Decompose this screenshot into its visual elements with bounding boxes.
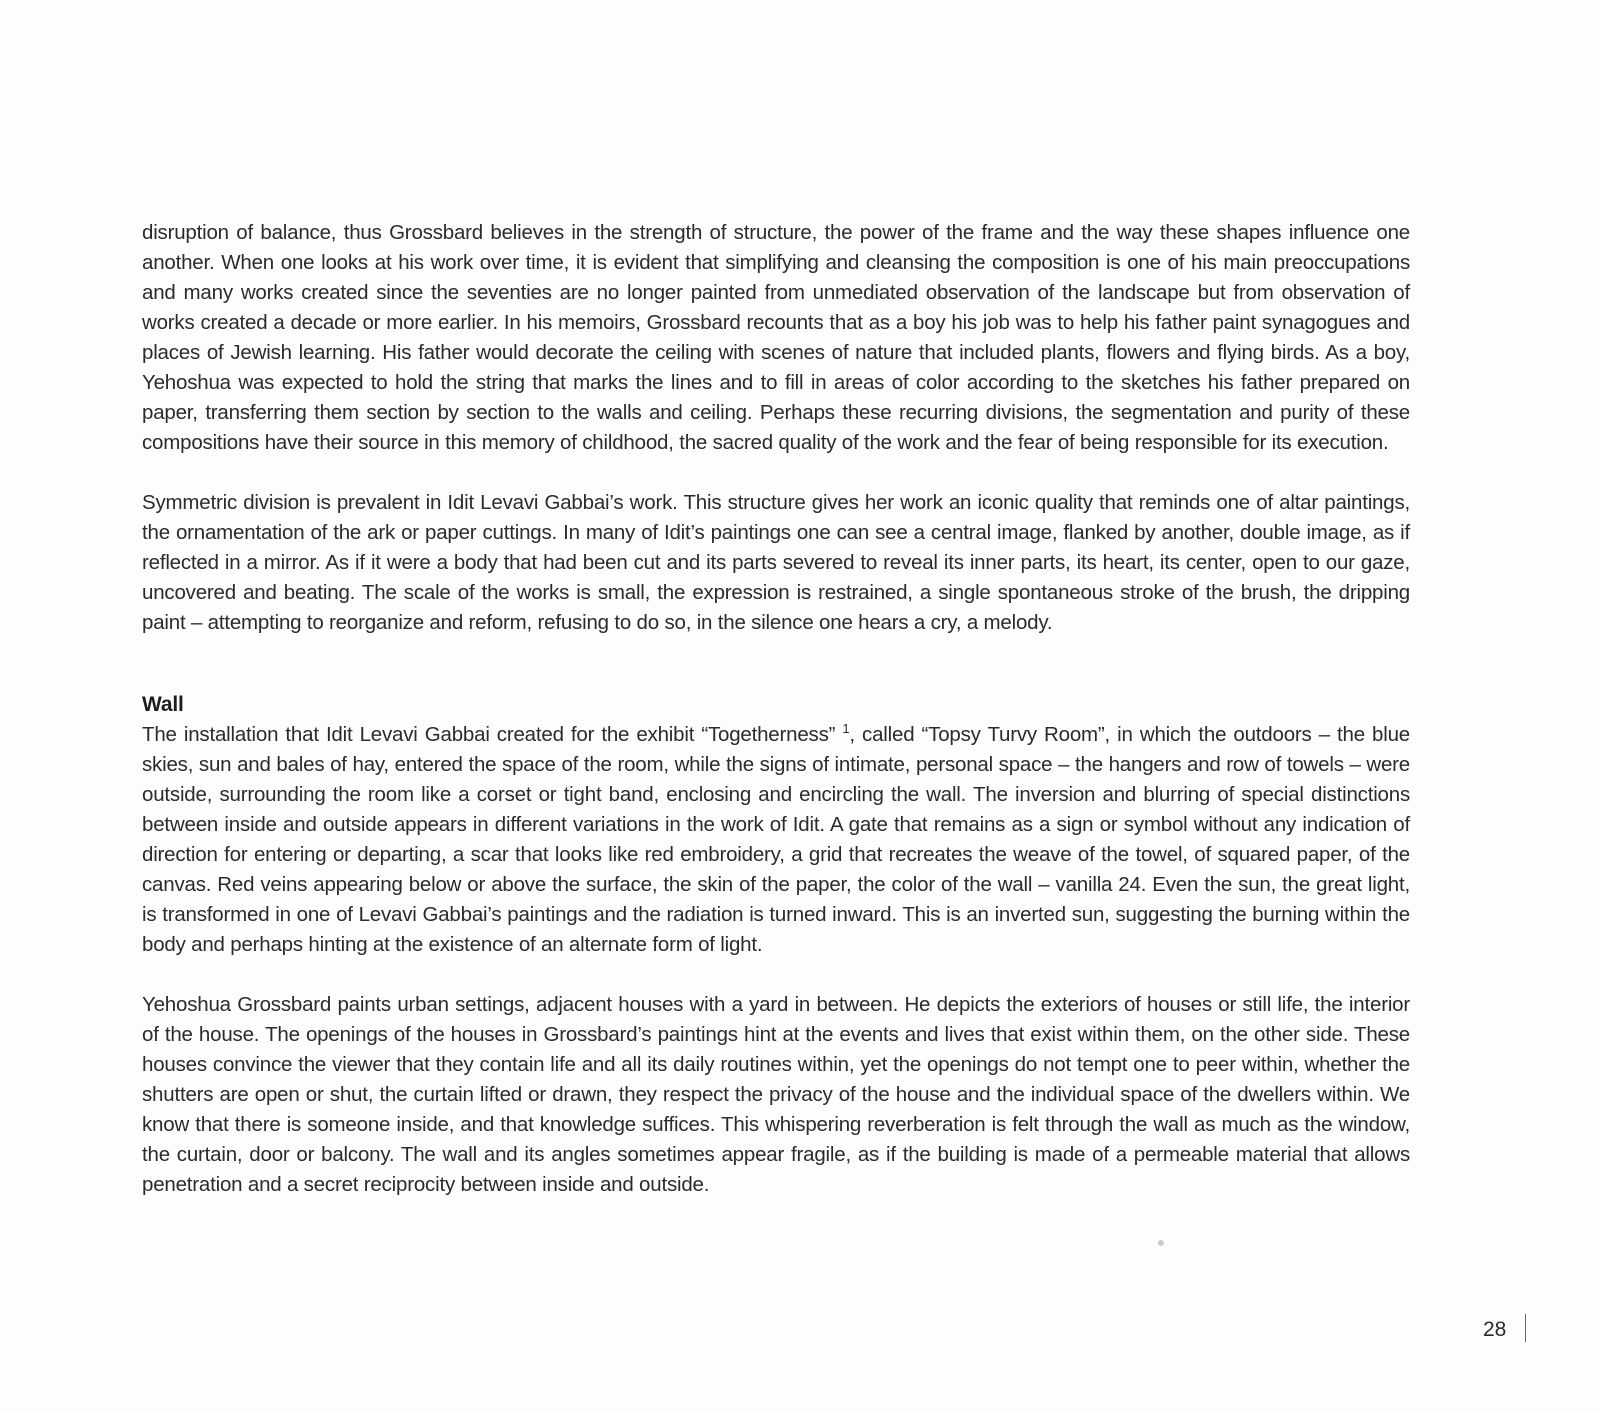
body-text (142, 218, 1410, 1200)
installation-text-start: The installation that Idit Levavi Gabbai created for the exhibit “Togetherness” (142, 723, 843, 746)
page-number: 28 (1483, 1318, 1507, 1341)
scan-speck (1158, 1240, 1164, 1246)
installation-text-end: , called “Topsy Turvy Room”, in which the outdoors – the blue skies, sun and bales of hay, entered the space of the room, while the signs of intimate, personal space – the hangers and row of towels – were outside, surrounding the room like a corset or tight band, enclosing and encircling the wall. The inversion and blurring of special distinctions between inside and outside appears in different variations in the work of Idit. A gate that remains as a sign or symbol without any indication of direction for entering or departing, a scar that looks like red embroidery, a grid that recreates the weave of the towel, of squared paper, of the canvas. Red veins appearing below or above the surface, the skin of the paper, the color of the wall – vanilla 24. Even the sun, the great light, is transformed in one of Levavi Gabbai’s paintings and the radiation is turned inward. This is an inverted sun, suggesting the burning within the body and perhaps hinting at the existence of an alternate form of light. (142, 723, 1410, 956)
footnote-marker: 1 (842, 721, 850, 737)
page-number-rule (1525, 1314, 1526, 1342)
paragraph-grossbard-structure: disruption of balance, thus Grossbard believes in the strength of structure, the power of the frame and the way these shapes influence one another. When one looks at his work over time, it is evident that simplifying and cleansing the composition is one of his main preoccupations and many works created since the seventies are no longer painted from unmediated observation of the landscape but from observation of works created a decade or more earlier. In his memoirs, Grossbard recounts that as a boy his job was to help his father paint synagogues and places of Jewish learning. His father would decorate the ceiling with scenes of nature that included plants, flowers and flying birds. As a boy, Yehoshua was expected to hold the string that marks the lines and to fill in areas of color according to the sketches his father prepared on paper, transferring them section by section to the walls and ceiling. Perhaps these recurring divisions, the segmentation and purity of these compositions have their source in this memory of childhood, the sacred quality of the work and the fear of being responsible for its execution. (142, 221, 1410, 454)
paragraph-installation (142, 720, 1410, 960)
paragraph-urban-settings: Yehoshua Grossbard paints urban settings, adjacent houses with a yard in between. He depicts the exteriors of houses or still life, the interior of the house. The openings of the houses in Grossbard’s paintings hint at the events and lives that exist within them, on the other side. These houses convince the viewer that they contain life and all its daily routines within, yet the openings do not tempt one to peer within, whether the shutters are open or shut, the curtain lifted or drawn, they respect the privacy of the house and the individual space of the dwellers within. We know that there is someone inside, and that knowledge suffices. This whispering reverberation is felt through the wall as much as the window, the curtain, door or balcony. The wall and its angles sometimes appear fragile, as if the building is made of a permeable material that allows penetration and a secret reciprocity between inside and outside. (142, 993, 1410, 1196)
section-heading-wall: Wall (142, 693, 184, 716)
paragraph-symmetric-division: Symmetric division is prevalent in Idit Levavi Gabbai’s work. This structure gives her work an iconic quality that reminds one of altar paintings, the ornamentation of the ark or paper cuttings. In many of Idit’s paintings one can see a central image, flanked by another, double image, as if reflected in a mirror. As if it were a body that had been cut and its parts severed to reveal its inner parts, its heart, its center, open to our gaze, uncovered and beating. The scale of the works is small, the expression is restrained, a single spontaneous stroke of the brush, the dripping paint – attempting to reorganize and reform, refusing to do so, in the silence one hears a cry, a melody. (142, 491, 1410, 634)
